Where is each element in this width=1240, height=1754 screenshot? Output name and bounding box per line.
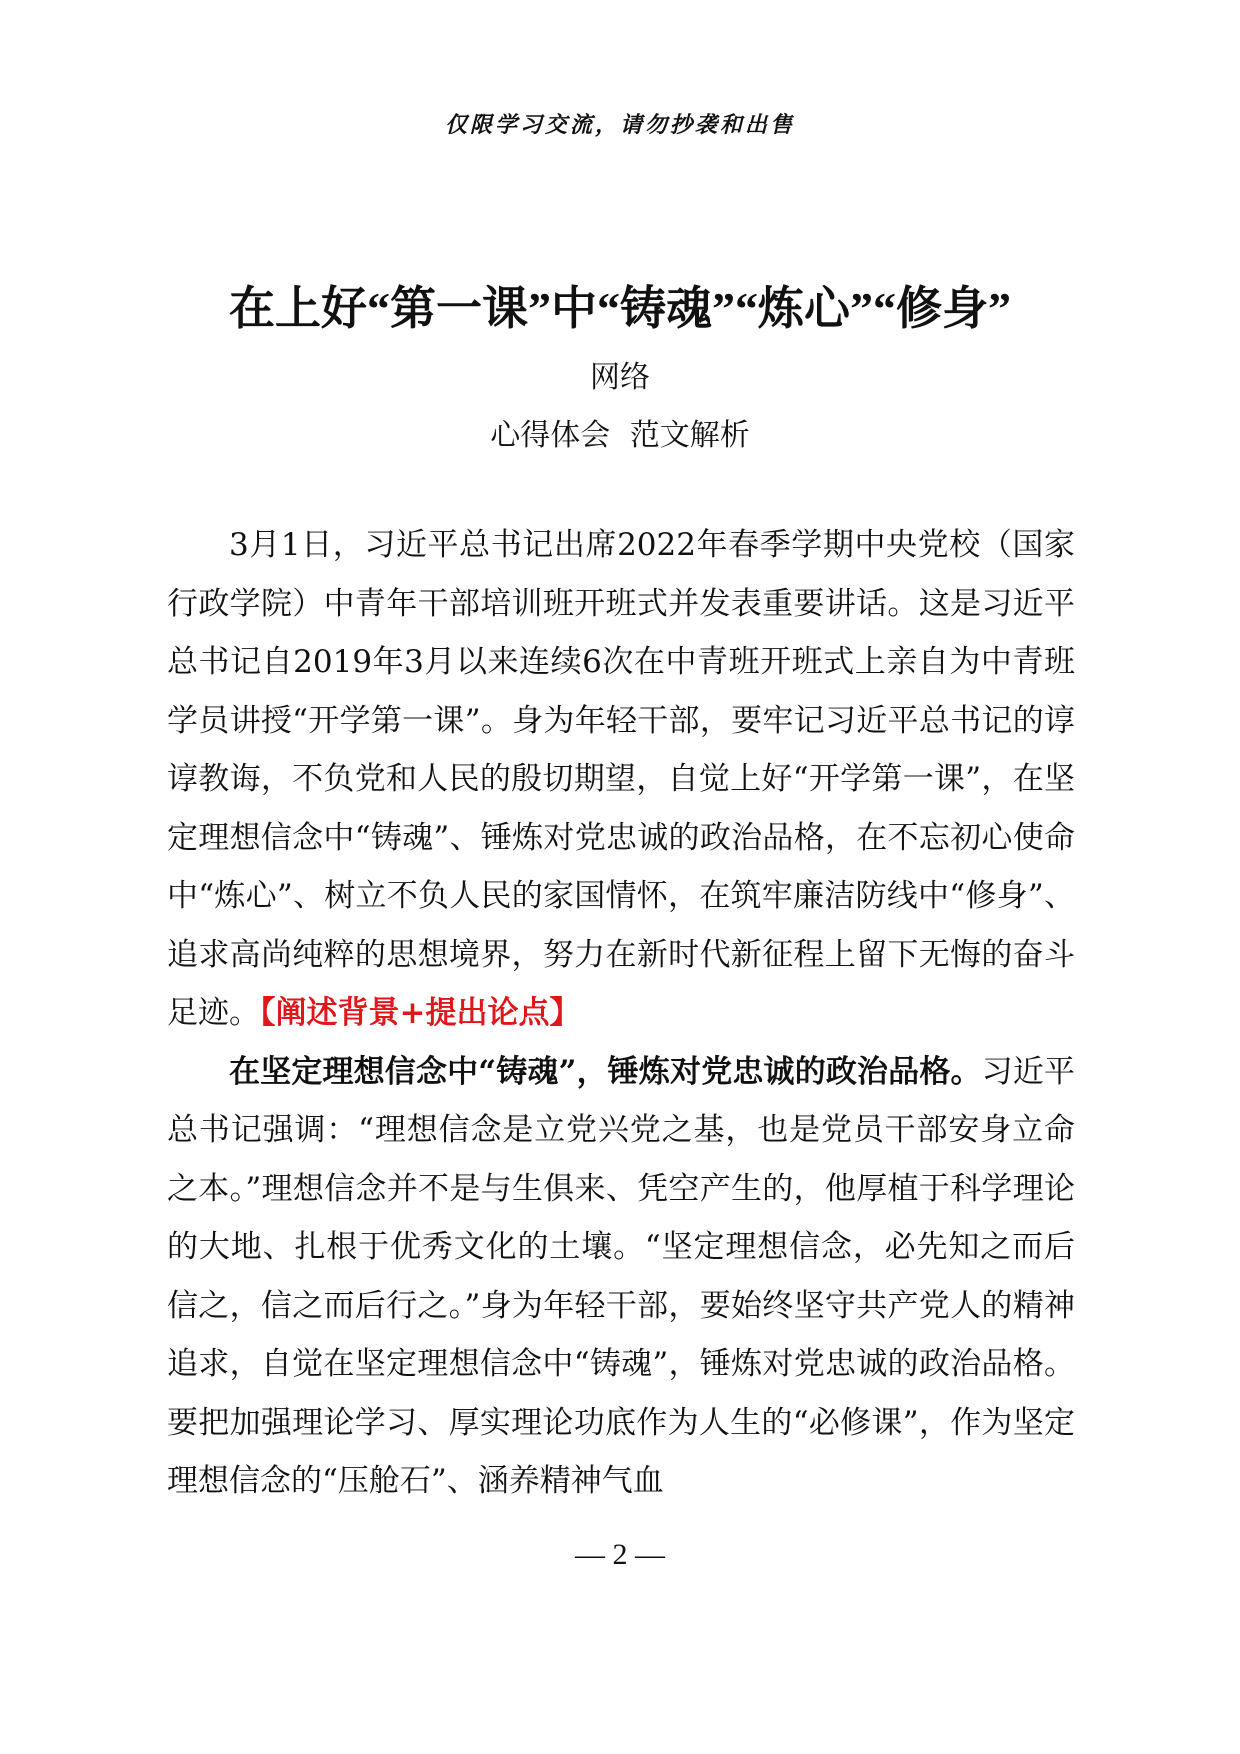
paragraph bbox=[167, 516, 1075, 1043]
article-title: 在上好“第一课”中“铸魂”“炼心”“修身” bbox=[229, 283, 1011, 334]
paragraph-text: 习近平总书记强调：“理想信念是立党兴党之基，也是党员干部安身立命之本。”理想信念并不是与生俱来、凭空产生的，他厚植于科学理论的大地、扎根于优秀文化的土壤。“坚定理想信念，必先知之而后信之，信之而后行之。”身为年轻干部，要始终坚守共产党人的精神追求，自觉在坚定理想信念中“铸魂”，锤炼对党忠诚的政治品格。要把加强理论学习、厚实理论功底作为人生的“必修课”，作为坚定理想信念的“压舱石”、涵养精神气血 bbox=[167, 1053, 1075, 1499]
copyright-notice: 仅限学习交流，请勿抄袭和出售 bbox=[444, 112, 795, 138]
page-number: — 2 — bbox=[575, 1538, 665, 1571]
article-category: 心得体会 范文解析 bbox=[490, 418, 750, 453]
annotation-label: 【阐述背景+提出论点】 bbox=[260, 995, 581, 1031]
article-source: 网络 bbox=[590, 360, 650, 395]
section-heading: 在坚定理想信念中“铸魂”，锤炼对党忠诚的政治品格。 bbox=[229, 1053, 982, 1090]
article-body bbox=[167, 516, 1075, 1511]
paragraph-text: 3月1日，习近平总书记出席2022年春季学期中央党校（国家行政学院）中青年干部培训班开班式并发表重要讲话。这是习近平总书记自2019年3月以来连续6次在中青班开班式上亲自为中青班学员讲授“开学第一课”。身为年轻干部，要牢记习近平总书记的谆谆教诲，不负党和人民的殷切期望，自觉上好“开学第一课”，在坚定理想信念中“铸魂”、锤炼对党忠诚的政治品格，在不忘初心使命中“炼心”、树立不负人民的家国情怀，在筑牢廉洁防线中“修身”、追求高尚纯粹的思想境界，努力在新时代新征程上留下无悔的奋斗足迹。 bbox=[167, 527, 1075, 1031]
paragraph bbox=[167, 1043, 1075, 1511]
